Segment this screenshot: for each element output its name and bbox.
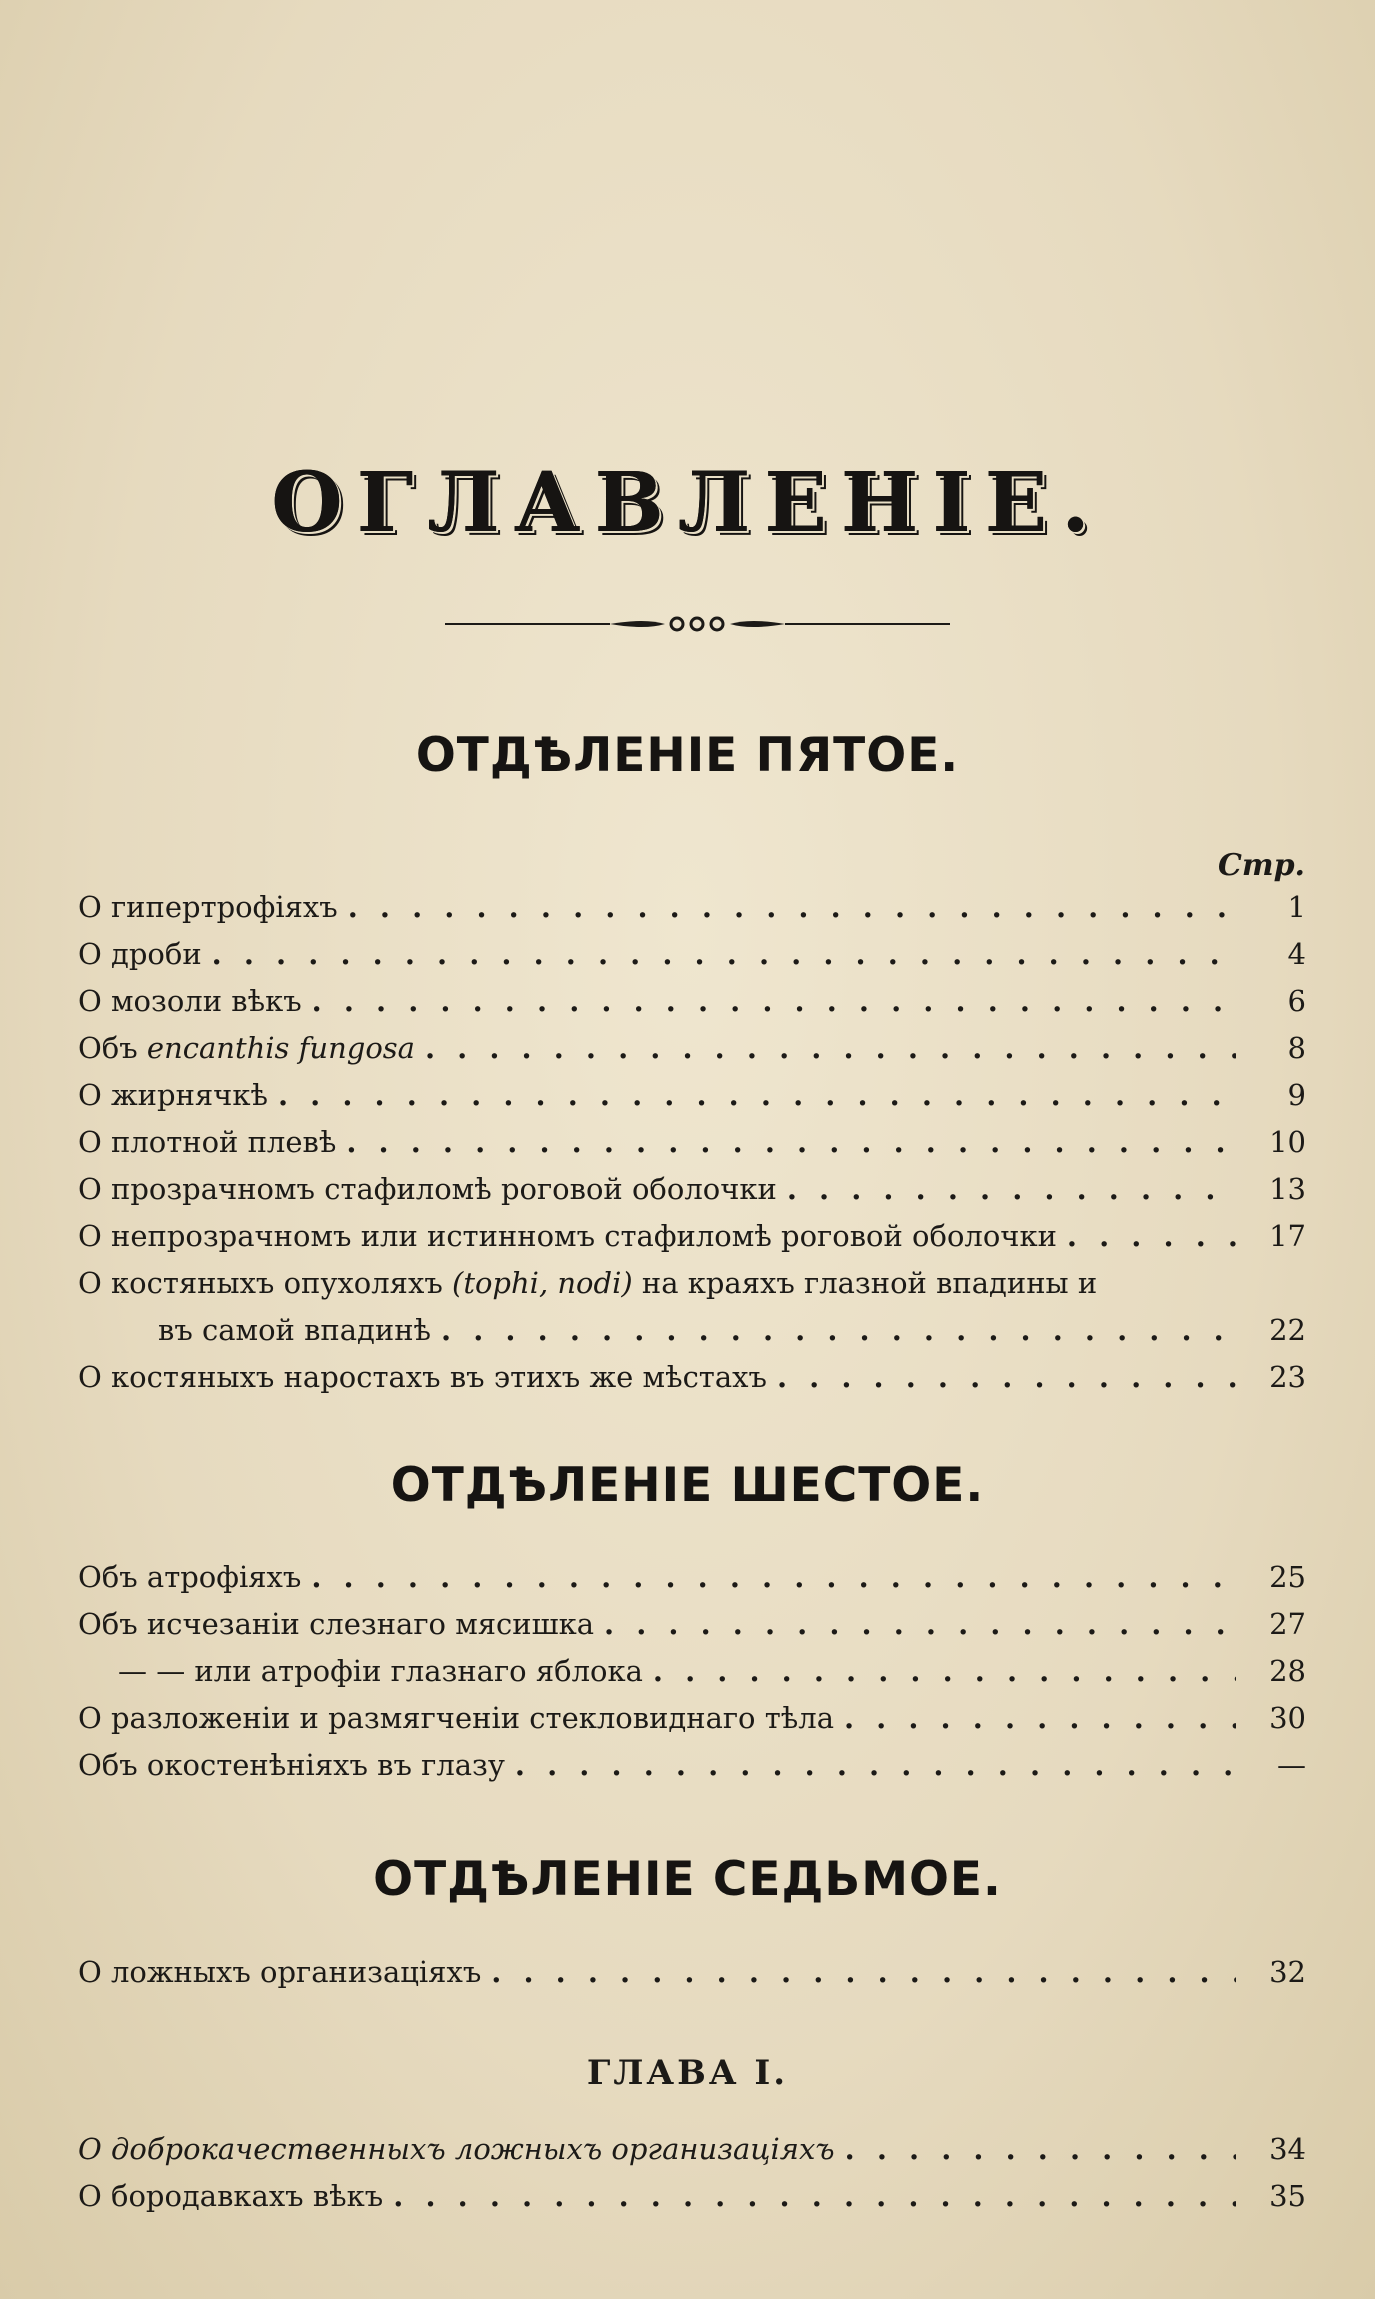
entry-page: 27: [1269, 1607, 1306, 1641]
toc-entry: [78, 984, 1306, 1028]
entry-page: 34: [1269, 2132, 1306, 2166]
dot-leader: [312, 984, 1236, 1018]
entry-page: 10: [1269, 1125, 1306, 1159]
section-heading-6: ОТДѢЛЕНІЕ ШЕСТОЕ.: [390, 1458, 985, 1513]
entry-title: О разложеніи и размягченіи стекловиднаго тѣла: [78, 1701, 834, 1735]
entry-page: 22: [1269, 1313, 1306, 1347]
toc-entry: [78, 1219, 1306, 1263]
dot-leader: [844, 1701, 1236, 1735]
toc-entry: [78, 937, 1306, 981]
dot-leader: [787, 1172, 1236, 1206]
entry-title-latin: encanthis fungosa: [146, 1031, 415, 1065]
toc-entry: [78, 890, 1306, 934]
entry-page: 4: [1287, 937, 1306, 971]
toc-entry: [78, 2132, 1306, 2176]
entry-title: О костяныхъ наростахъ въ этихъ же мѣстахъ: [78, 1360, 767, 1394]
dot-leader: [441, 1313, 1236, 1347]
dot-leader: [393, 2179, 1236, 2213]
toc-entry: [78, 1955, 1306, 1999]
entry-title: О жирнячкѣ: [78, 1078, 268, 1112]
entry-page: 23: [1269, 1360, 1306, 1394]
entry-title: Объ: [78, 1031, 138, 1065]
dot-leader: [777, 1360, 1236, 1394]
entry-page: 6: [1287, 984, 1306, 1018]
entry-title: Объ окостенѣніяхъ въ глазу: [78, 1748, 505, 1782]
entry-title: О бородавкахъ вѣкъ: [78, 2179, 384, 2213]
entry-page: 13: [1269, 1172, 1306, 1206]
entry-title-latin: (tophi, nodi): [452, 1266, 633, 1300]
page-title: ОГЛАВЛЕНІЕ.: [271, 455, 1104, 551]
entry-page: 32: [1269, 1955, 1306, 1989]
toc-entry: [78, 1125, 1306, 1169]
dot-leader: [515, 1748, 1236, 1782]
entry-title: О прозрачномъ стафиломѣ роговой оболочки: [78, 1172, 777, 1206]
entry-title: Объ исчезаніи слезнаго мясишка: [78, 1607, 594, 1641]
dot-leader: [212, 937, 1236, 971]
toc-entry: [78, 1701, 1306, 1745]
entry-title: О мозоли вѣкъ: [78, 984, 302, 1018]
dot-leader: [653, 1654, 1236, 1688]
page-column-label: Стр.: [1217, 848, 1305, 883]
toc-entry: [78, 2179, 1306, 2223]
entry-title: О плотной плевѣ: [78, 1125, 337, 1159]
dot-leader: [604, 1607, 1236, 1641]
entry-page: 1: [1287, 890, 1306, 924]
dot-leader: [845, 2132, 1236, 2166]
entry-title: О дроби: [78, 937, 202, 971]
section-heading-5: ОТДѢЛЕНІЕ ПЯТОЕ.: [415, 728, 960, 783]
toc-entry: [78, 1560, 1306, 1604]
dot-leader: [1067, 1219, 1236, 1253]
entry-title: О непрозрачномъ или истинномъ стафиломѣ роговой оболочки: [78, 1219, 1057, 1253]
toc-entry: [78, 1172, 1306, 1216]
section-heading-7: ОТДѢЛЕНІЕ СЕДЬМОЕ.: [373, 1852, 1002, 1907]
entry-title-continued: на краяхъ глазной впадины и: [641, 1266, 1098, 1300]
toc-entry: [78, 1654, 1306, 1698]
entry-title: Объ атрофіяхъ: [78, 1560, 302, 1594]
toc-entry: [78, 1748, 1306, 1792]
entry-title: — — или атрофіи глазнаго яблока: [118, 1654, 643, 1688]
entry-page: 28: [1269, 1654, 1306, 1688]
dot-leader: [311, 1560, 1236, 1594]
entry-page: 35: [1269, 2179, 1306, 2213]
toc-entry: [78, 1360, 1306, 1404]
entry-page: 25: [1269, 1560, 1306, 1594]
dot-leader: [425, 1031, 1236, 1065]
toc-entry: [78, 1031, 1306, 1075]
entry-title: О костяныхъ опухоляхъ: [78, 1266, 443, 1300]
entry-page: 17: [1269, 1219, 1306, 1253]
entry-title: О гипертрофіяхъ: [78, 890, 338, 924]
entry-page: —: [1277, 1748, 1306, 1782]
entry-title: въ самой впадинѣ: [158, 1313, 432, 1347]
dot-leader: [346, 1125, 1236, 1159]
entry-page: 30: [1269, 1701, 1306, 1735]
toc-entry: [78, 1607, 1306, 1651]
toc-entry-multiline: [78, 1266, 1306, 1300]
entry-page: 8: [1287, 1031, 1306, 1065]
dot-leader: [491, 1955, 1236, 1989]
dot-leader: [278, 1078, 1236, 1112]
entry-title: О доброкачественныхъ ложныхъ организаціяхъ: [78, 2132, 835, 2166]
entry-page: 9: [1287, 1078, 1306, 1112]
toc-entry: [78, 1078, 1306, 1122]
dot-leader: [348, 890, 1236, 924]
toc-entry: [78, 1313, 1306, 1357]
chapter-heading: ГЛАВА I.: [586, 2053, 789, 2093]
entry-title: О ложныхъ организаціяхъ: [78, 1955, 482, 1989]
title-ornament: [445, 612, 950, 636]
